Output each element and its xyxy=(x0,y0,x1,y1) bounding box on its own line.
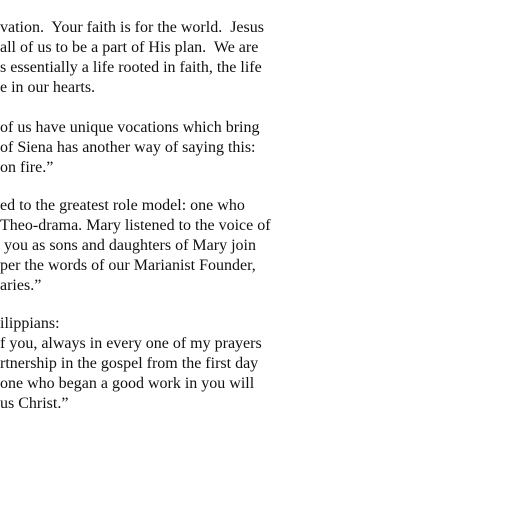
paragraph-4-line-4: one who began a good work in you will xyxy=(0,375,255,392)
paragraph-4-line-3: rtnership in the gospel from the first day xyxy=(0,355,259,372)
paragraph-3-line-1: ed to the greatest role model: one who xyxy=(0,197,245,214)
paragraph-3-line-3: you as sons and daughters of Mary join xyxy=(0,237,256,254)
paragraph-1-line-4: e in our hearts. xyxy=(0,79,96,96)
paragraph-2-line-2: of Siena has another way of saying this: xyxy=(0,139,256,156)
paragraph-3-line-5: aries.” xyxy=(0,277,42,294)
paragraph-4-line-2: f you, always in every one of my prayers xyxy=(0,335,262,352)
paragraph-1-line-3: s essentially a life rooted in faith, the life xyxy=(0,59,262,76)
paragraph-4-line-5: us Christ.” xyxy=(0,395,69,412)
paragraph-3-line-2: Theo-drama. Mary listened to the voice of xyxy=(0,217,271,234)
paragraph-1-line-1: vation. Your faith is for the world. Jesus xyxy=(0,19,264,36)
paragraph-2-line-1: of us have unique vocations which bring xyxy=(0,119,260,136)
paragraph-2-line-3: on fire.” xyxy=(0,159,54,176)
paragraph-1-line-2: all of us to be a part of His plan. We are xyxy=(0,39,259,56)
paragraph-4-line-1: ilippians: xyxy=(0,315,60,332)
paragraph-3-line-4: per the words of our Marianist Founder, xyxy=(0,257,256,274)
